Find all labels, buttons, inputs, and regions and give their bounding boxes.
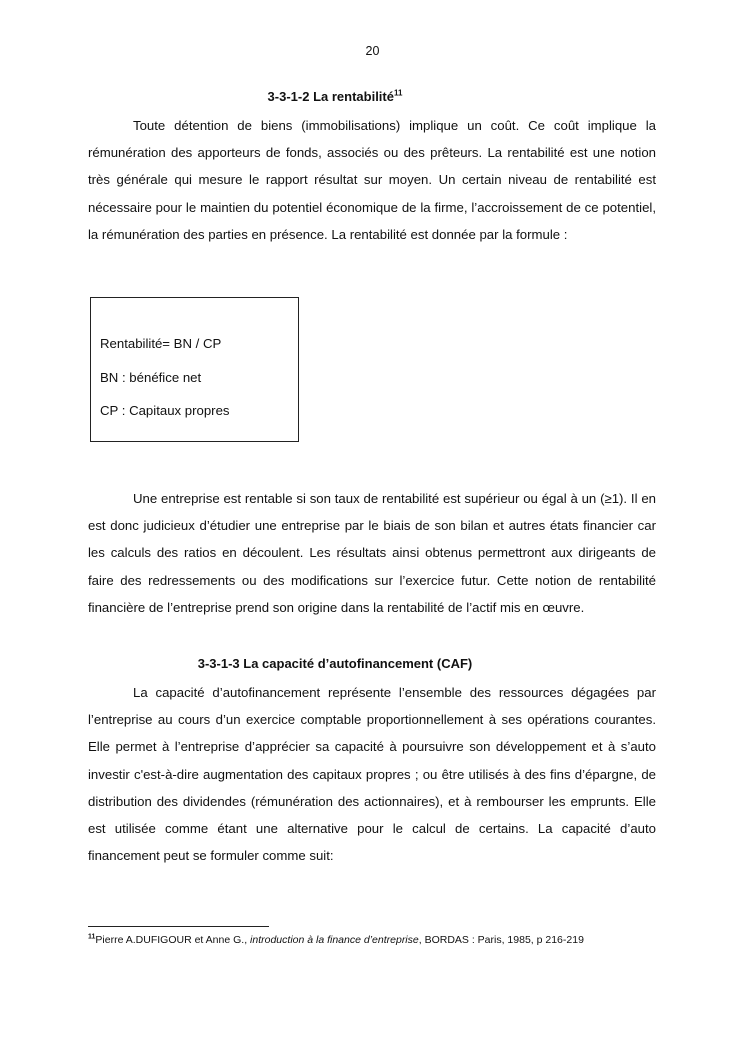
paragraph-caf: La capacité d’autofinancement représente l’ensemble des ressources dégagées par l’entreprise au cours d’un exercice comptable proportionnellement à ses opérations courantes. Elle permet à l’entreprise d’apprécier sa capacité à poursuivre son développement et à s’auto investir c'est-à-dire augmentation des capitaux propres ; ou être utilisés à des fins d’épargne, de distribution des dividendes (rémunération des actionnaires), et à rembourser les emprunts. Elle est utilisée comme étant une alternative pour le calcul de certains. La capacité d’auto financement peut se formuler comme suit: bbox=[88, 685, 656, 864]
footnote-publisher: , BORDAS : Paris, 1985, p 216-219 bbox=[418, 934, 584, 946]
section-heading-rentabilite bbox=[0, 89, 670, 104]
formula-line-bn: BN : bénéfice net bbox=[100, 370, 202, 385]
footnote-reference: 11 bbox=[393, 88, 403, 98]
page-number: 20 bbox=[365, 44, 380, 58]
footnote-authors: Pierre A.DUFIGOUR et Anne G., bbox=[95, 934, 251, 946]
footnote-separator bbox=[88, 926, 269, 927]
section-heading-text: 3-3-1-2 La rentabilité bbox=[267, 89, 394, 104]
footnote bbox=[88, 934, 688, 946]
formula-line-cp: CP : Capitaux propres bbox=[100, 403, 230, 418]
footnote-number: 11 bbox=[88, 933, 96, 941]
paragraph-rentabilite-conclusion: Une entreprise est rentable si son taux de rentabilité est supérieur ou égal à un (≥1). Il en est donc judicieux d’étudier une entreprise par le biais de son bilan et autres états financier car les calculs des ratios en découlent. Les résultats ainsi obtenus permettront aux dirigeants de faire des redressements ou des modifications sur l’exercice futur. Cette notion de rentabilité financière de l’entreprise prend son origine dans la rentabilité de l’actif mis en œuvre. bbox=[88, 491, 656, 615]
footnote-title: introduction à la finance d’entreprise bbox=[250, 934, 419, 946]
section-heading-caf: 3-3-1-3 La capacité d’autofinancement (CAF) bbox=[197, 656, 473, 671]
paragraph-rentabilite-intro: Toute détention de biens (immobilisations) implique un coût. Ce coût implique la rémunération des apporteurs de fonds, associés ou des prêteurs. La rentabilité est une notion très générale qui mesure le rapport résultat sur moyen. Un certain niveau de rentabilité est nécessaire pour le maintien du potentiel économique de la firme, l’accroissement de ce potentiel, la rémunération des parties en présence. La rentabilité est donnée par la formule : bbox=[88, 118, 656, 242]
formula-box bbox=[90, 297, 299, 442]
formula-line-rentabilite: Rentabilité= BN / CP bbox=[100, 336, 222, 351]
